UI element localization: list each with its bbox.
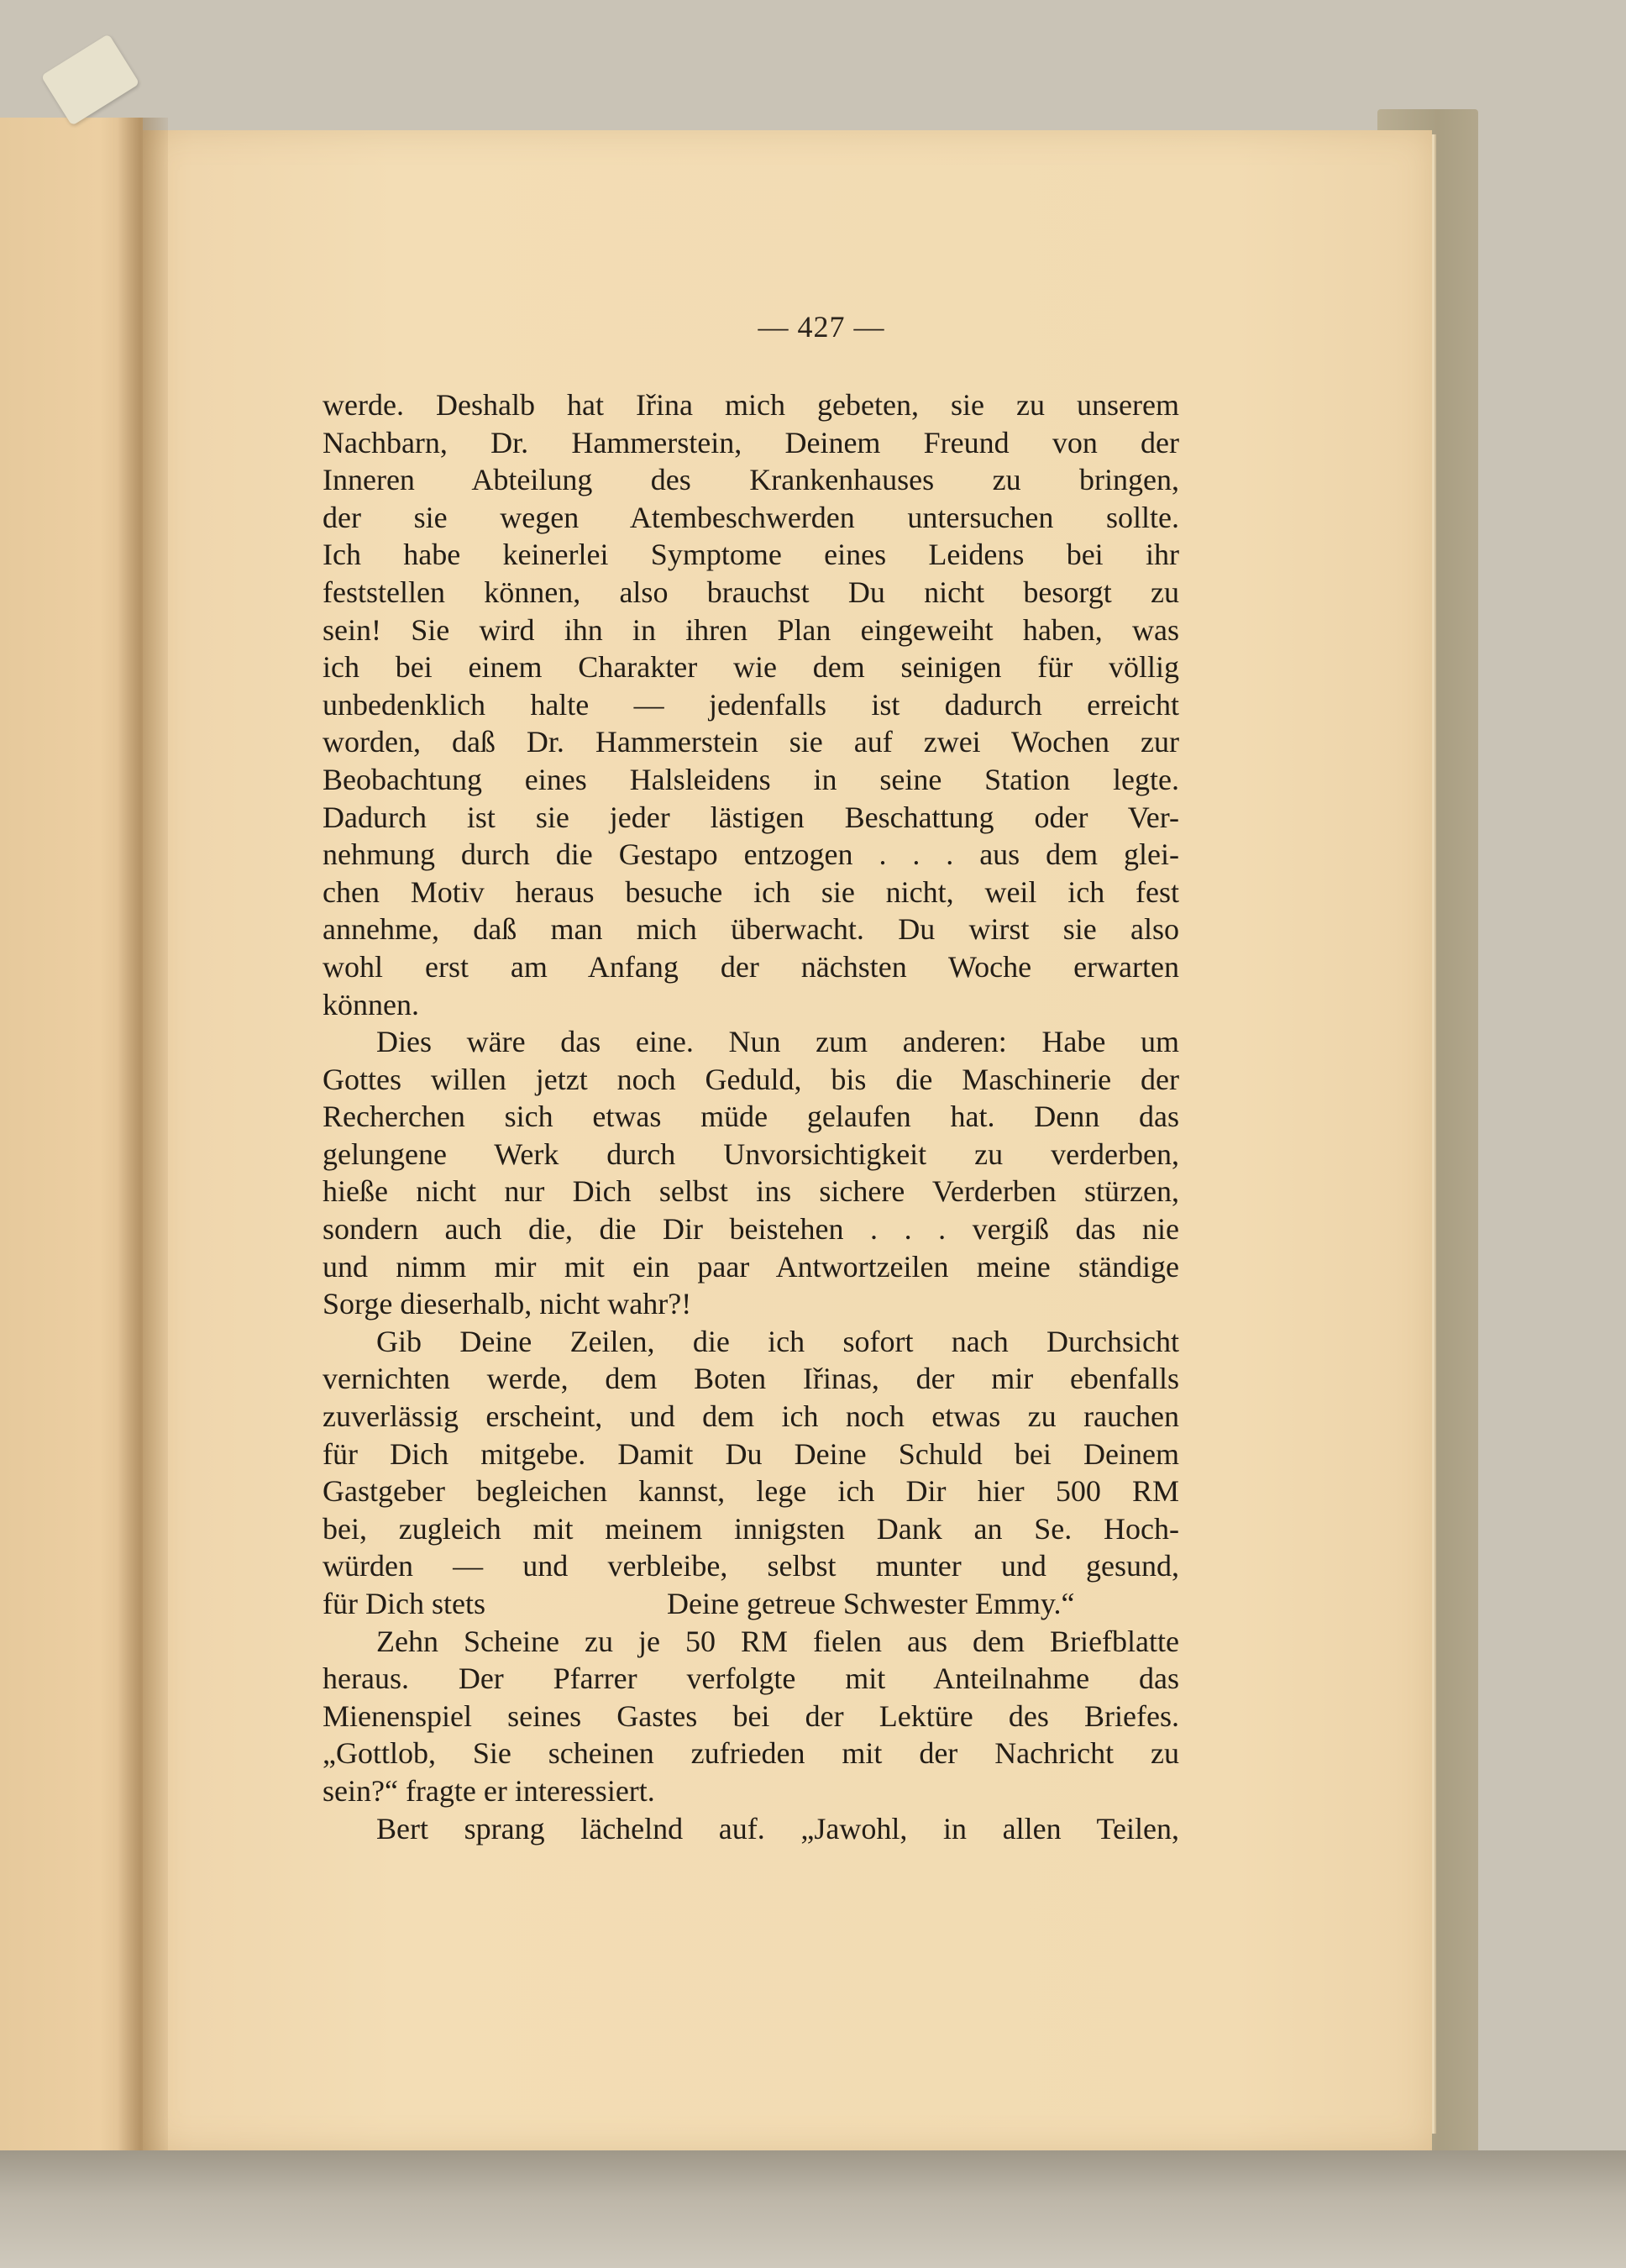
torn-label: [41, 34, 140, 126]
text-line: heraus. Der Pfarrer verfolgte mit Anteilnahme das: [323, 1662, 1179, 1696]
text-line: sondern auch die, die Dir beistehen . . . vergiß das nie: [323, 1212, 1179, 1247]
text-line: Gastgeber begleichen kannst, lege ich Dir hier 500 RM: [323, 1474, 1179, 1509]
text-line: für Dich mitgebe. Damit Du Deine Schuld bei Deinem: [323, 1436, 1179, 1471]
text-line: Nachbarn, Dr. Hammerstein, Deinem Freund von der: [323, 425, 1179, 459]
text-line: Bert sprang lächelnd auf. „Jawohl, in allen Teilen,: [376, 1811, 1179, 1845]
text-line: gelungene Werk durch Unvorsichtigkeit zu verderben,: [323, 1137, 1179, 1171]
text-line: [323, 1585, 1179, 1623]
text-line: wohl erst am Anfang der nächsten Woche erwarten: [323, 949, 1179, 984]
text-line: annehme, daß man mich überwacht. Du wirst sie also: [323, 912, 1179, 947]
text-line: und nimm mir mit ein paar Antwortzeilen meine ständige: [323, 1249, 1179, 1284]
book-gutter: [118, 118, 168, 2159]
text-line: der sie wegen Atembeschwerden untersuchen sollte.: [323, 500, 1179, 534]
text-line: „Gottlob, Sie scheinen zufrieden mit der Nachricht zu: [323, 1736, 1179, 1771]
text-line: nehmung durch die Gestapo entzogen . . . aus dem glei-: [323, 837, 1179, 872]
text-line: hieße nicht nur Dich selbst ins sichere Verderben stürzen,: [323, 1174, 1179, 1209]
text-line: zuverlässig erscheint, und dem ich noch etwas zu rauchen: [323, 1399, 1179, 1434]
text-line: werde. Deshalb hat Iřina mich gebeten, sie zu unserem: [323, 388, 1179, 422]
signature: Deine getreue Schwester Emmy.“: [667, 1587, 1075, 1620]
text-line: unbedenklich halte — jedenfalls ist dadurch erreicht: [323, 687, 1179, 722]
text-line: Dadurch ist sie jeder lästigen Beschattung oder Ver-: [323, 800, 1179, 834]
text-line: chen Motiv heraus besuche ich sie nicht, weil ich fest: [323, 874, 1179, 909]
page-number: — 427 —: [758, 310, 885, 344]
text-line: Gottes willen jetzt noch Geduld, bis die Maschinerie der: [323, 1062, 1179, 1096]
text-line: können.: [323, 987, 419, 1021]
body-text: [323, 386, 1179, 1847]
text-line: Inneren Abteilung des Krankenhauses zu bringen,: [323, 463, 1179, 497]
text-line: Recherchen sich etwas müde gelaufen hat. Denn das: [323, 1100, 1179, 1134]
text-line: würden — und verbleibe, selbst munter und gesund,: [323, 1549, 1179, 1583]
text-line: sein! Sie wird ihn in ihren Plan eingeweiht haben, was: [323, 612, 1179, 647]
text-line: sein?“ fragte er interessiert.: [323, 1773, 655, 1808]
text-line: ich bei einem Charakter wie dem seinigen für völlig: [323, 650, 1179, 685]
text-line: Sorge dieserhalb, nicht wahr?!: [323, 1287, 692, 1321]
book-cover-bottom: [0, 2150, 1626, 2268]
text-line: vernichten werde, dem Boten Iřinas, der mir ebenfalls: [323, 1362, 1179, 1396]
text-line: Mienenspiel seines Gastes bei der Lektüre des Briefes.: [323, 1698, 1179, 1733]
text-line: Ich habe keinerlei Symptome eines Leidens bei ihr: [323, 538, 1179, 572]
text-line: Zehn Scheine zu je 50 RM fielen aus dem Briefblatte: [376, 1624, 1179, 1658]
text-line: Gib Deine Zeilen, die ich sofort nach Durchsicht: [376, 1324, 1179, 1358]
text-line: worden, daß Dr. Hammerstein sie auf zwei Wochen zur: [323, 725, 1179, 759]
text-line: bei, zugleich mit meinem innigsten Dank an Se. Hoch-: [323, 1511, 1179, 1546]
text-line: feststellen können, also brauchst Du nicht besorgt zu: [323, 575, 1179, 609]
text-line: Beobachtung eines Halsleidens in seine Station legte.: [323, 762, 1179, 796]
text-line: Dies wäre das eine. Nun zum anderen: Habe um: [376, 1025, 1179, 1059]
closing-phrase: für Dich stets: [323, 1587, 485, 1620]
